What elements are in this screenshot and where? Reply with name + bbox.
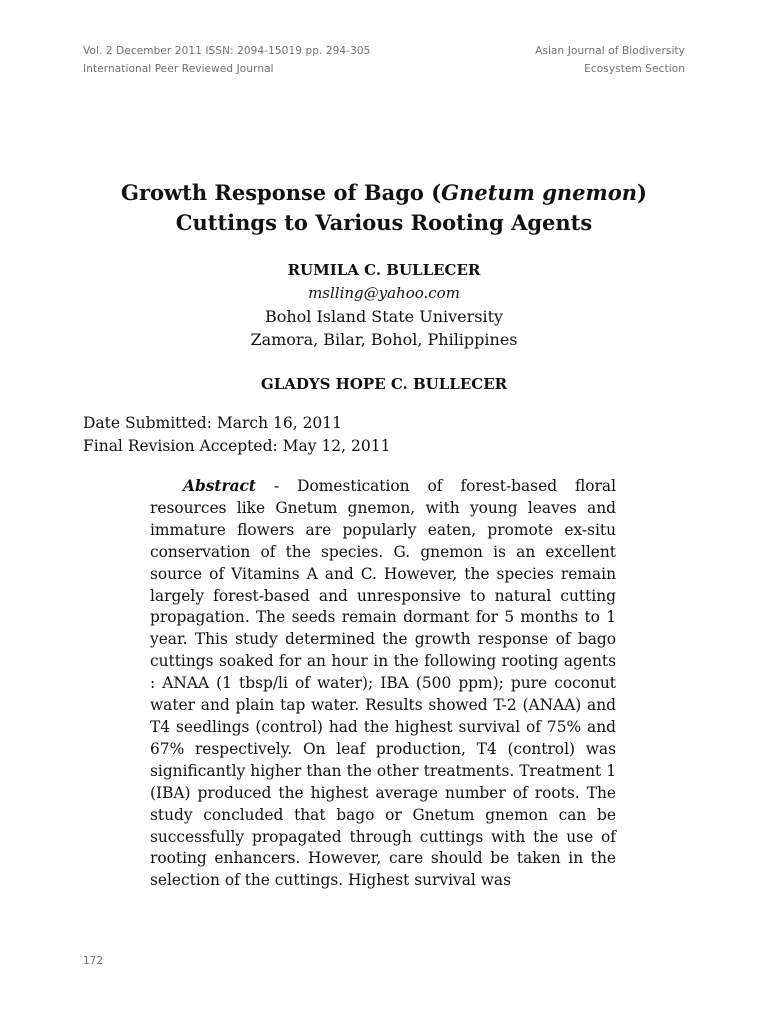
header-row-1 <box>83 42 685 60</box>
title-text-end: ) <box>637 180 647 205</box>
author-1-name: RUMILA C. BULLECER <box>287 261 481 279</box>
abstract <box>150 476 616 892</box>
journal-name: Asian Journal of Biodiversity <box>535 45 685 57</box>
title-line-2: Cuttings to Various Rooting Agents <box>175 210 593 235</box>
abstract-label: Abstract <box>183 477 257 495</box>
running-header <box>83 42 685 78</box>
title-text-start: Growth Response of Bago ( <box>121 180 442 205</box>
author-affiliation: Bohol Island State University <box>264 307 504 326</box>
paper-title <box>60 178 708 238</box>
author-2-name: GLADYS HOPE C. BULLECER <box>260 375 508 393</box>
date-submitted: Date Submitted: March 16, 2011 <box>83 414 343 432</box>
author-email: mslling@yahoo.com <box>308 284 460 302</box>
date-accepted: Final Revision Accepted: May 12, 2011 <box>83 437 391 455</box>
journal-section: Ecosystem Section <box>584 63 685 75</box>
author-address: Zamora, Bilar, Bohol, Philippines <box>250 330 518 349</box>
date-block <box>83 412 390 458</box>
title-line-1 <box>60 178 708 208</box>
title-species-name: Gnetum gnemon <box>441 180 638 205</box>
journal-volume-info: Vol. 2 December 2011 ISSN: 2094-15019 pp. 294-305 <box>83 45 371 57</box>
journal-review-type: International Peer Reviewed Journal <box>83 63 274 75</box>
author-block <box>84 259 684 396</box>
page-number: 172 <box>83 955 104 967</box>
header-row-2 <box>83 60 685 78</box>
abstract-text: - Domestication of forest-based floral resources like Gnetum gnemon, with young leaves and immature flowers are popularly eaten, promote ex-situ conservation of the species. G. gnemon is an excellent source of Vitamins A and C. However, the species remain largely forest-based and unresponsive to natural cutting propagation. The seeds remain dormant for 5 months to 1 year. This study determined the growth response of bago cuttings soaked for an hour in the following rooting agents : ANAA (1 tbsp/li of water); IBA (500 ppm); pure coconut water and plain tap water. Results showed T-2 (ANAA) and T4 seedlings (control) had the highest survival of 75% and 67% respectively. On leaf production, T4 (control) was significantly higher than the other treatments. Treatment 1 (IBA) produced the highest average number of roots. The study concluded that bago or Gnetum gnemon can be successfully propagated through cuttings with the use of rooting enhancers. However, care should be taken in the selection of the cuttings. Highest survival was <box>150 477 616 890</box>
